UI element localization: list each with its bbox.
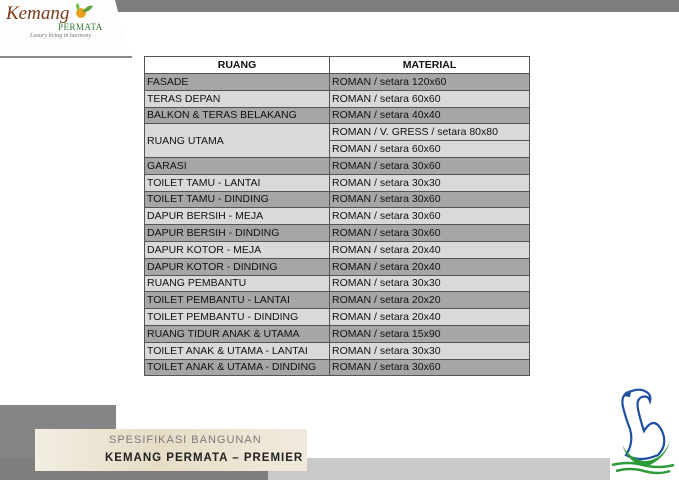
table-row <box>145 342 530 359</box>
table-row <box>145 74 530 91</box>
cell-ruang: RUANG TIDUR ANAK & UTAMA <box>145 325 330 342</box>
table-row <box>145 157 530 174</box>
footer-subtitle: KEMANG PERMATA – PREMIER <box>105 452 304 464</box>
cell-ruang: GARASI <box>145 157 330 174</box>
cell-material: ROMAN / setara 30x60 <box>330 191 530 208</box>
top-band <box>100 0 679 12</box>
table-row <box>145 124 530 141</box>
table-row <box>145 174 530 191</box>
table-row <box>145 191 530 208</box>
table-header-row <box>145 57 530 74</box>
table-row <box>145 90 530 107</box>
specification-table <box>144 56 530 376</box>
cell-ruang: DAPUR KOTOR - DINDING <box>145 258 330 275</box>
cell-material: ROMAN / setara 30x60 <box>330 359 530 376</box>
cell-material: ROMAN / setara 15x90 <box>330 325 530 342</box>
cell-ruang: TOILET PEMBANTU - DINDING <box>145 309 330 326</box>
cell-ruang: DAPUR BERSIH - DINDING <box>145 225 330 242</box>
logo-stripe <box>0 56 132 58</box>
table-row <box>145 225 530 242</box>
cell-material: ROMAN / setara 60x60 <box>330 90 530 107</box>
table-row <box>145 292 530 309</box>
logo-name: Kemang <box>6 3 70 24</box>
cell-ruang: TOILET TAMU - DINDING <box>145 191 330 208</box>
table-row <box>145 325 530 342</box>
cell-material: ROMAN / setara 30x60 <box>330 157 530 174</box>
logo-sub: PERMATA <box>58 22 103 32</box>
logo-tagline: Luxury living in harmony <box>30 33 92 39</box>
column-header-ruang: RUANG <box>145 57 330 74</box>
table-row <box>145 275 530 292</box>
cell-ruang: TOILET ANAK & UTAMA - LANTAI <box>145 342 330 359</box>
table-row <box>145 309 530 326</box>
cell-material: ROMAN / setara 20x20 <box>330 292 530 309</box>
cell-ruang: RUANG PEMBANTU <box>145 275 330 292</box>
table-row <box>145 359 530 376</box>
cell-material: ROMAN / setara 30x30 <box>330 275 530 292</box>
cell-material: ROMAN / setara 30x60 <box>330 208 530 225</box>
bottom-light-strip <box>268 458 610 480</box>
footer-title: SPESIFIKASI BANGUNAN <box>109 434 262 446</box>
column-header-material: MATERIAL <box>330 57 530 74</box>
cell-material: ROMAN / setara 40x40 <box>330 107 530 124</box>
cell-material: ROMAN / V. GRESS / setara 80x80 <box>330 124 530 141</box>
footer-label <box>35 429 307 471</box>
table-row <box>145 208 530 225</box>
cell-ruang: TOILET ANAK & UTAMA - DINDING <box>145 359 330 376</box>
cell-material: ROMAN / setara 20x40 <box>330 309 530 326</box>
cell-material: ROMAN / setara 20x40 <box>330 241 530 258</box>
cell-material: ROMAN / setara 20x40 <box>330 258 530 275</box>
cell-ruang: TOILET PEMBANTU - LANTAI <box>145 292 330 309</box>
cell-ruang: DAPUR BERSIH - MEJA <box>145 208 330 225</box>
cell-material: ROMAN / setara 30x30 <box>330 342 530 359</box>
cell-ruang: TOILET TAMU - LANTAI <box>145 174 330 191</box>
cell-material: ROMAN / setara 120x60 <box>330 74 530 91</box>
table-row <box>145 107 530 124</box>
cell-material: ROMAN / setara 30x30 <box>330 174 530 191</box>
cell-material: ROMAN / setara 60x60 <box>330 141 530 158</box>
leaf-icon <box>72 3 94 21</box>
cell-ruang: TERAS DEPAN <box>145 90 330 107</box>
table-row <box>145 258 530 275</box>
table-row <box>145 241 530 258</box>
cell-ruang: RUANG UTAMA <box>145 124 330 158</box>
cell-ruang: DAPUR KOTOR - MEJA <box>145 241 330 258</box>
cell-material: ROMAN / setara 30x60 <box>330 225 530 242</box>
cell-ruang: BALKON & TERAS BELAKANG <box>145 107 330 124</box>
swan-icon <box>610 385 676 477</box>
cell-ruang: FASADE <box>145 74 330 91</box>
